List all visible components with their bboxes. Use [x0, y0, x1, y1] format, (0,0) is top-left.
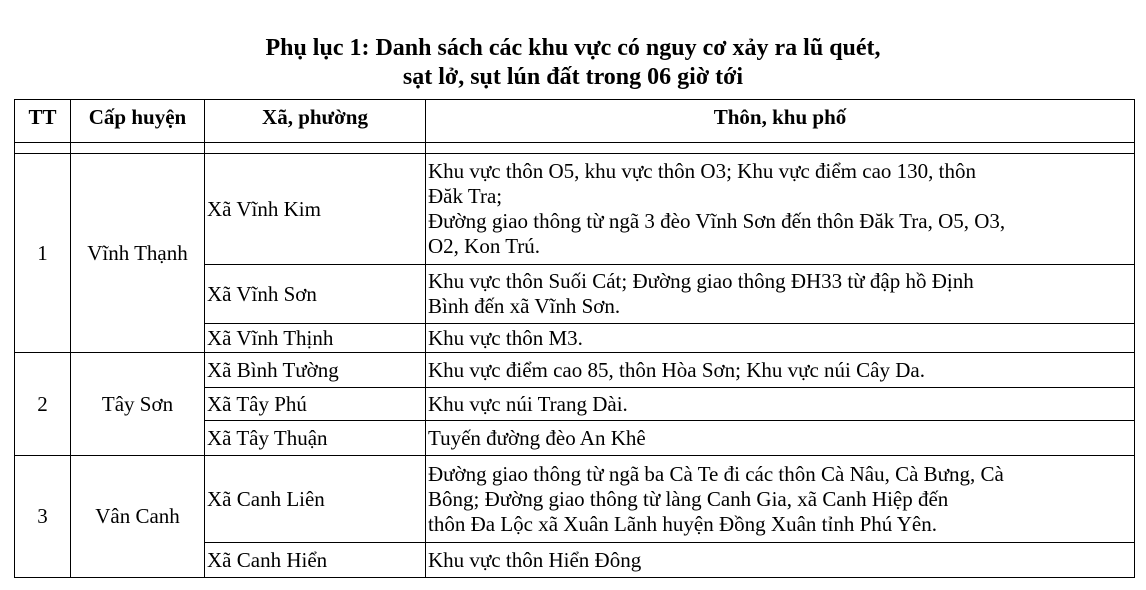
area-cell	[426, 421, 1135, 456]
area-line: Đường giao thông từ ngã 3 đèo Vĩnh Sơn đến thôn Đăk Tra, O5, O3,	[428, 209, 1006, 233]
table-header	[15, 100, 1135, 154]
area-cell	[426, 265, 1135, 324]
area-line: Khu vực núi Trang Dài.	[428, 391, 628, 416]
ward-cell: Xã Bình Tường	[205, 353, 426, 388]
area-cell	[426, 154, 1135, 265]
area-cell	[426, 388, 1135, 421]
row-number: 2	[15, 353, 71, 456]
area-line: Đường giao thông từ ngã ba Cà Te đi các thôn Cà Nâu, Cà Bưng, Cà	[428, 461, 1004, 486]
header-ward: Xã, phường	[205, 100, 426, 143]
area-line: Tuyến đường đèo An Khê	[428, 425, 646, 450]
ward-cell: Xã Vĩnh Kim	[205, 154, 426, 265]
table-row	[15, 154, 1135, 265]
header-district: Cấp huyện	[71, 100, 205, 143]
area-cell	[426, 543, 1135, 578]
title-line-2: sạt lở, sụt lún đất trong 06 giờ tới	[402, 64, 744, 90]
ward-cell: Xã Tây Phú	[205, 388, 426, 421]
table-row	[15, 353, 1135, 388]
row-number: 3	[15, 456, 71, 578]
header-tt: TT	[15, 100, 71, 143]
area-line: Khu vực thôn Suối Cát; Đường giao thông ĐH33 từ đập hồ Định	[428, 269, 974, 293]
district-cell: Vĩnh Thạnh	[71, 154, 205, 353]
area-line: Khu vực thôn Hiển Đông	[428, 547, 642, 572]
area-line: O2, Kon Trú.	[428, 234, 541, 258]
area-cell	[426, 324, 1135, 353]
ward-cell: Xã Canh Liên	[205, 456, 426, 543]
table-body	[15, 154, 1135, 578]
area-table	[14, 99, 1135, 578]
table-row	[15, 456, 1135, 543]
area-line: Bông; Đường giao thông từ làng Canh Gia, xã Canh Hiệp đến	[428, 486, 949, 511]
area-cell	[426, 456, 1135, 543]
title-line-1: Phụ lục 1: Danh sách các khu vực có nguy cơ xảy ra lũ quét,	[265, 35, 881, 61]
area-line: Khu vực điểm cao 85, thôn Hòa Sơn; Khu vực núi Cây Da.	[428, 357, 925, 382]
area-line: Khu vực thôn M3.	[428, 325, 583, 350]
district-cell: Vân Canh	[71, 456, 205, 578]
area-line: Đăk Tra;	[428, 184, 503, 208]
area-cell	[426, 353, 1135, 388]
page-title	[0, 34, 1146, 92]
area-line: Bình đến xã Vĩnh Sơn.	[428, 294, 621, 318]
district-cell: Tây Sơn	[71, 353, 205, 456]
row-number: 1	[15, 154, 71, 353]
header-area: Thôn, khu phố	[426, 100, 1135, 143]
ward-cell: Xã Canh Hiển	[205, 543, 426, 578]
ward-cell: Xã Tây Thuận	[205, 421, 426, 456]
area-line: thôn Đa Lộc xã Xuân Lãnh huyện Đồng Xuân tỉnh Phú Yên.	[428, 511, 937, 536]
ward-cell: Xã Vĩnh Thịnh	[205, 324, 426, 353]
ward-cell: Xã Vĩnh Sơn	[205, 265, 426, 324]
area-line: Khu vực thôn O5, khu vực thôn O3; Khu vực điểm cao 130, thôn	[428, 159, 976, 183]
header-gap-row	[15, 143, 1135, 154]
